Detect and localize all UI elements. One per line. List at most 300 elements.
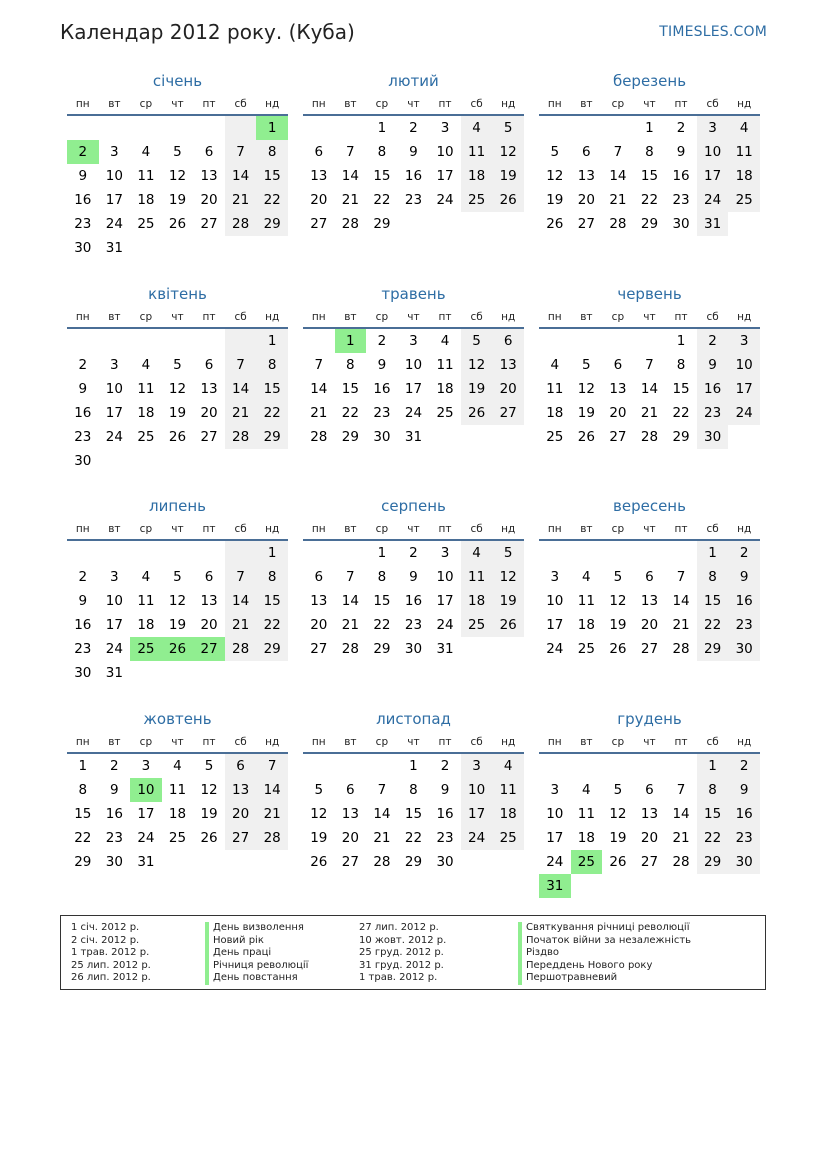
day-cell: 3: [550, 569, 560, 585]
weekday-label: пт: [438, 736, 452, 748]
month-name: жовтень: [143, 710, 212, 728]
empty-cell: [130, 329, 162, 353]
weekday-label: пт: [438, 311, 452, 323]
day-cell: 21: [256, 802, 288, 826]
month-block: [539, 283, 760, 449]
weekday-label: вт: [108, 98, 121, 110]
day-cell: 31: [137, 854, 155, 870]
day-cell: 24: [436, 192, 454, 208]
day-cell: 18: [577, 830, 595, 846]
day-cell: 11: [461, 565, 493, 589]
month-name: квітень: [148, 285, 207, 303]
day-cell: 20: [492, 377, 524, 401]
week-row: [67, 565, 288, 589]
day-cell: 26: [609, 854, 627, 870]
day-cell: 15: [373, 593, 391, 609]
holiday-day-cell: 26: [162, 637, 194, 661]
day-cell: 8: [377, 569, 387, 585]
weekday-label: чт: [407, 736, 420, 748]
weekday-label: ср: [375, 523, 389, 535]
day-cell: 24: [461, 826, 493, 850]
week-row: [303, 637, 524, 661]
day-cell: 22: [697, 826, 729, 850]
weekday-label: нд: [265, 98, 280, 110]
day-cell: 9: [110, 782, 119, 798]
empty-cell: [193, 449, 225, 473]
legend-date: 1 трав. 2012 р.: [71, 947, 150, 958]
day-cell: 15: [373, 168, 391, 184]
week-row: [303, 850, 524, 874]
week-row: [303, 565, 524, 589]
day-cell: 3: [110, 569, 119, 585]
day-cell: 3: [728, 329, 760, 353]
day-cell: 21: [373, 830, 391, 846]
holiday-day-cell: 2: [67, 140, 99, 164]
month-block: [539, 708, 760, 898]
weekday-label: сб: [234, 523, 247, 535]
empty-cell: [461, 212, 493, 236]
weekday-label: пн: [311, 311, 326, 323]
day-cell: 6: [204, 357, 214, 373]
day-cell: 14: [310, 381, 328, 397]
week-row: [539, 637, 760, 661]
day-cell: 22: [697, 613, 729, 637]
day-cell: 14: [672, 593, 690, 609]
day-cell: 3: [697, 116, 729, 140]
week-row: [67, 754, 288, 778]
day-cell: 29: [341, 429, 359, 445]
day-cell: 31: [404, 429, 423, 445]
week-row: [539, 754, 760, 778]
day-cell: 2: [440, 758, 450, 774]
weekday-label: ср: [611, 523, 625, 535]
week-row: [67, 212, 288, 236]
day-cell: 31: [105, 240, 123, 256]
day-cell: 29: [256, 425, 288, 449]
day-cell: 17: [105, 192, 123, 208]
empty-cell: [193, 661, 225, 685]
day-cell: 7: [256, 754, 288, 778]
week-row: [303, 377, 524, 401]
day-cell: 17: [137, 806, 155, 822]
day-cell: 6: [204, 569, 214, 585]
day-cell: 21: [640, 405, 659, 421]
day-cell: 18: [492, 802, 524, 826]
day-cell: 29: [256, 212, 288, 236]
day-cell: 1: [697, 541, 729, 565]
weekday-label: сб: [706, 736, 719, 748]
month-name: вересень: [613, 497, 686, 515]
day-cell: 2: [697, 329, 729, 353]
day-cell: 23: [697, 401, 729, 425]
day-cell: 13: [200, 381, 218, 397]
day-cell: 21: [672, 617, 690, 633]
week-row: [303, 541, 524, 565]
day-cell: 17: [436, 168, 454, 184]
day-cell: 6: [645, 782, 654, 798]
day-cell: 7: [346, 569, 355, 585]
day-cell: 4: [461, 541, 493, 565]
day-cell: 19: [168, 405, 187, 421]
day-cell: 14: [609, 168, 627, 184]
day-cell: 24: [697, 188, 729, 212]
day-cell: 2: [728, 754, 760, 778]
day-cell: 11: [168, 782, 187, 798]
day-cell: 4: [440, 333, 450, 349]
day-cell: 2: [728, 541, 760, 565]
weekday-header: [303, 732, 524, 754]
empty-cell: [130, 236, 162, 260]
day-cell: 7: [613, 144, 623, 160]
legend-date: 1 трав. 2012 р.: [359, 972, 438, 983]
legend-names-left: [205, 922, 308, 985]
day-cell: 29: [697, 637, 729, 661]
day-cell: 19: [577, 405, 595, 421]
week-row: [67, 140, 288, 164]
day-cell: 5: [582, 357, 591, 373]
month-block: [67, 283, 288, 473]
day-cell: 16: [697, 377, 729, 401]
day-cell: 19: [168, 192, 187, 208]
weekday-label: сб: [470, 98, 483, 110]
weekday-label: пн: [311, 523, 326, 535]
day-cell: 6: [314, 569, 324, 585]
weekday-label: чт: [407, 311, 420, 323]
week-row: [539, 541, 760, 565]
holiday-day-cell: 25: [571, 850, 603, 874]
day-cell: 19: [461, 377, 493, 401]
day-cell: 10: [105, 381, 123, 397]
day-cell: 11: [577, 806, 595, 822]
day-cell: 5: [613, 782, 623, 798]
empty-cell: [398, 212, 430, 236]
day-cell: 21: [609, 192, 627, 208]
day-cell: 21: [341, 192, 359, 208]
weekday-label: пт: [674, 736, 688, 748]
weekday-label: чт: [171, 523, 184, 535]
weekday-label: пн: [547, 523, 562, 535]
day-cell: 7: [225, 565, 257, 589]
empty-cell: [256, 850, 288, 874]
day-cell: 22: [74, 830, 92, 846]
day-cell: 16: [672, 168, 690, 184]
day-cell: 6: [492, 329, 524, 353]
empty-cell: [162, 449, 194, 473]
holiday-day-cell: 31: [539, 874, 571, 898]
day-cell: 12: [310, 806, 328, 822]
empty-cell: [665, 754, 697, 778]
empty-cell: [193, 850, 225, 874]
site-link[interactable]: TIMESLES.COM: [659, 24, 767, 40]
weekday-label: чт: [643, 736, 656, 748]
empty-cell: [193, 236, 225, 260]
empty-cell: [130, 541, 162, 565]
day-cell: 4: [173, 758, 182, 774]
week-row: [303, 164, 524, 188]
empty-cell: [303, 116, 335, 140]
empty-cell: [130, 449, 162, 473]
day-cell: 29: [373, 641, 391, 657]
day-cell: 16: [404, 593, 423, 609]
weekday-label: вт: [344, 523, 357, 535]
day-cell: 22: [640, 192, 659, 208]
day-cell: 24: [105, 641, 123, 657]
day-cell: 23: [404, 192, 423, 208]
empty-cell: [335, 541, 367, 565]
month-name: червень: [617, 285, 682, 303]
weekday-header: [303, 94, 524, 116]
day-cell: 18: [137, 405, 155, 421]
day-cell: 11: [436, 357, 454, 373]
legend-holiday-name: Переддень Нового року: [518, 960, 691, 973]
week-row: [539, 353, 760, 377]
day-cell: 15: [256, 589, 288, 613]
day-cell: 10: [461, 778, 493, 802]
holiday-day-cell: 10: [130, 778, 162, 802]
day-cell: 18: [168, 806, 187, 822]
day-cell: 27: [200, 429, 218, 445]
day-cell: 12: [492, 565, 524, 589]
day-cell: 28: [225, 212, 257, 236]
day-cell: 4: [141, 569, 151, 585]
week-row: [67, 850, 288, 874]
week-row: [67, 236, 288, 260]
day-cell: 17: [728, 377, 760, 401]
weekday-label: вт: [344, 98, 357, 110]
day-cell: 15: [256, 164, 288, 188]
week-row: [539, 329, 760, 353]
day-cell: 3: [409, 333, 418, 349]
month-name: березень: [612, 72, 687, 90]
day-cell: 10: [546, 593, 564, 609]
day-cell: 13: [609, 381, 627, 397]
week-row: [539, 140, 760, 164]
day-cell: 28: [256, 826, 288, 850]
day-cell: 11: [137, 381, 155, 397]
day-cell: 25: [137, 216, 155, 232]
day-cell: 22: [256, 613, 288, 637]
day-cell: 8: [256, 565, 288, 589]
weekday-label: сб: [234, 98, 247, 110]
day-cell: 24: [105, 429, 123, 445]
month-block: [67, 708, 288, 874]
day-cell: 26: [492, 613, 524, 637]
empty-cell: [602, 754, 634, 778]
empty-cell: [256, 661, 288, 685]
weekday-label: пт: [202, 523, 216, 535]
week-row: [303, 353, 524, 377]
week-row: [539, 565, 760, 589]
legend-date: 27 лип. 2012 р.: [359, 922, 439, 933]
day-cell: 22: [672, 405, 690, 421]
weekday-label: нд: [737, 736, 752, 748]
day-cell: 27: [609, 429, 627, 445]
day-cell: 20: [310, 192, 328, 208]
day-cell: 5: [613, 569, 623, 585]
legend-date: 31 груд. 2012 р.: [359, 959, 444, 971]
weekday-label: сб: [706, 311, 719, 323]
empty-cell: [634, 754, 666, 778]
day-cell: 15: [697, 802, 729, 826]
day-cell: 4: [461, 116, 493, 140]
day-cell: 30: [74, 453, 92, 469]
day-cell: 12: [609, 593, 627, 609]
day-cell: 1: [697, 754, 729, 778]
week-row: [539, 589, 760, 613]
weekday-label: пт: [438, 98, 452, 110]
day-cell: 23: [672, 192, 690, 208]
day-cell: 5: [173, 144, 182, 160]
weekday-label: пт: [202, 736, 216, 748]
day-cell: 4: [141, 357, 151, 373]
day-cell: 1: [256, 541, 288, 565]
day-cell: 27: [640, 854, 659, 870]
day-cell: 6: [204, 144, 214, 160]
day-cell: 5: [492, 116, 524, 140]
day-cell: 6: [225, 754, 257, 778]
day-cell: 8: [697, 565, 729, 589]
day-cell: 15: [341, 381, 359, 397]
weekday-header: [539, 307, 760, 329]
weekday-header: [303, 307, 524, 329]
weekday-label: ср: [139, 311, 153, 323]
day-cell: 15: [697, 589, 729, 613]
empty-cell: [225, 449, 257, 473]
week-row: [303, 802, 524, 826]
day-cell: 15: [640, 168, 659, 184]
week-row: [303, 212, 524, 236]
week-row: [303, 140, 524, 164]
day-cell: 1: [676, 333, 686, 349]
empty-cell: [571, 754, 603, 778]
day-cell: 21: [310, 405, 328, 421]
day-cell: 28: [640, 429, 659, 445]
day-cell: 25: [461, 613, 493, 637]
empty-cell: [697, 874, 729, 898]
legend-holiday-name: День визволення: [205, 922, 308, 935]
weekday-label: ср: [611, 98, 625, 110]
day-cell: 17: [105, 617, 123, 633]
week-row: [303, 778, 524, 802]
day-cell: 28: [225, 637, 257, 661]
day-cell: 14: [341, 168, 359, 184]
empty-cell: [335, 116, 367, 140]
day-cell: 2: [78, 569, 88, 585]
week-row: [539, 212, 760, 236]
day-cell: 4: [550, 357, 560, 373]
day-cell: 23: [728, 826, 760, 850]
empty-cell: [492, 212, 524, 236]
day-cell: 15: [74, 806, 92, 822]
day-cell: 22: [373, 192, 391, 208]
day-cell: 30: [436, 854, 454, 870]
day-cell: 29: [74, 854, 92, 870]
day-cell: 25: [461, 188, 493, 212]
week-row: [539, 613, 760, 637]
day-cell: 13: [640, 806, 659, 822]
empty-cell: [130, 116, 162, 140]
day-cell: 14: [341, 593, 359, 609]
legend-holiday-name: Новий рік: [205, 935, 308, 948]
day-cell: 14: [640, 381, 659, 397]
week-row: [539, 874, 760, 898]
empty-cell: [602, 874, 634, 898]
day-cell: 9: [78, 593, 88, 609]
day-cell: 7: [676, 569, 686, 585]
day-cell: 29: [672, 429, 690, 445]
day-cell: 6: [346, 782, 355, 798]
day-cell: 24: [546, 641, 564, 657]
day-cell: 9: [409, 144, 418, 160]
day-cell: 11: [492, 778, 524, 802]
day-cell: 23: [74, 216, 92, 232]
weekday-label: чт: [171, 98, 184, 110]
day-cell: 24: [546, 854, 564, 870]
day-cell: 18: [436, 381, 454, 397]
day-cell: 26: [609, 641, 627, 657]
day-cell: 12: [200, 782, 218, 798]
day-cell: 16: [404, 168, 423, 184]
weekday-label: вт: [108, 736, 121, 748]
empty-cell: [461, 850, 493, 874]
day-cell: 27: [310, 641, 328, 657]
day-cell: 16: [74, 192, 92, 208]
day-cell: 14: [373, 806, 391, 822]
day-cell: 4: [582, 782, 591, 798]
weekday-label: ср: [375, 311, 389, 323]
day-cell: 8: [645, 144, 654, 160]
day-cell: 7: [314, 357, 324, 373]
weekday-label: пн: [547, 311, 562, 323]
empty-cell: [193, 329, 225, 353]
holiday-day-cell: 25: [130, 637, 162, 661]
month-name: січень: [152, 72, 203, 90]
empty-cell: [492, 850, 524, 874]
empty-cell: [429, 425, 461, 449]
day-cell: 27: [577, 216, 595, 232]
week-row: [539, 188, 760, 212]
day-cell: 5: [314, 782, 324, 798]
weekday-label: пн: [75, 523, 90, 535]
day-cell: 15: [256, 377, 288, 401]
week-row: [303, 589, 524, 613]
empty-cell: [162, 116, 194, 140]
day-cell: 24: [105, 216, 123, 232]
day-cell: 16: [74, 405, 92, 421]
legend-holiday-name: Початок війни за незалежність: [518, 935, 691, 948]
day-cell: 16: [74, 617, 92, 633]
day-cell: 14: [256, 778, 288, 802]
day-cell: 26: [310, 854, 328, 870]
day-cell: 20: [310, 617, 328, 633]
day-cell: 8: [78, 782, 88, 798]
empty-cell: [571, 874, 603, 898]
day-cell: 13: [341, 806, 359, 822]
day-cell: 11: [461, 140, 493, 164]
month-name: грудень: [617, 710, 682, 728]
weekday-label: нд: [265, 311, 280, 323]
empty-cell: [539, 329, 571, 353]
day-cell: 11: [577, 593, 595, 609]
day-cell: 11: [137, 168, 155, 184]
week-row: [67, 541, 288, 565]
empty-cell: [634, 329, 666, 353]
day-cell: 20: [225, 802, 257, 826]
day-cell: 28: [341, 641, 359, 657]
legend-holiday-name: Першотравневий: [518, 972, 691, 985]
empty-cell: [225, 116, 257, 140]
day-cell: 9: [78, 168, 88, 184]
